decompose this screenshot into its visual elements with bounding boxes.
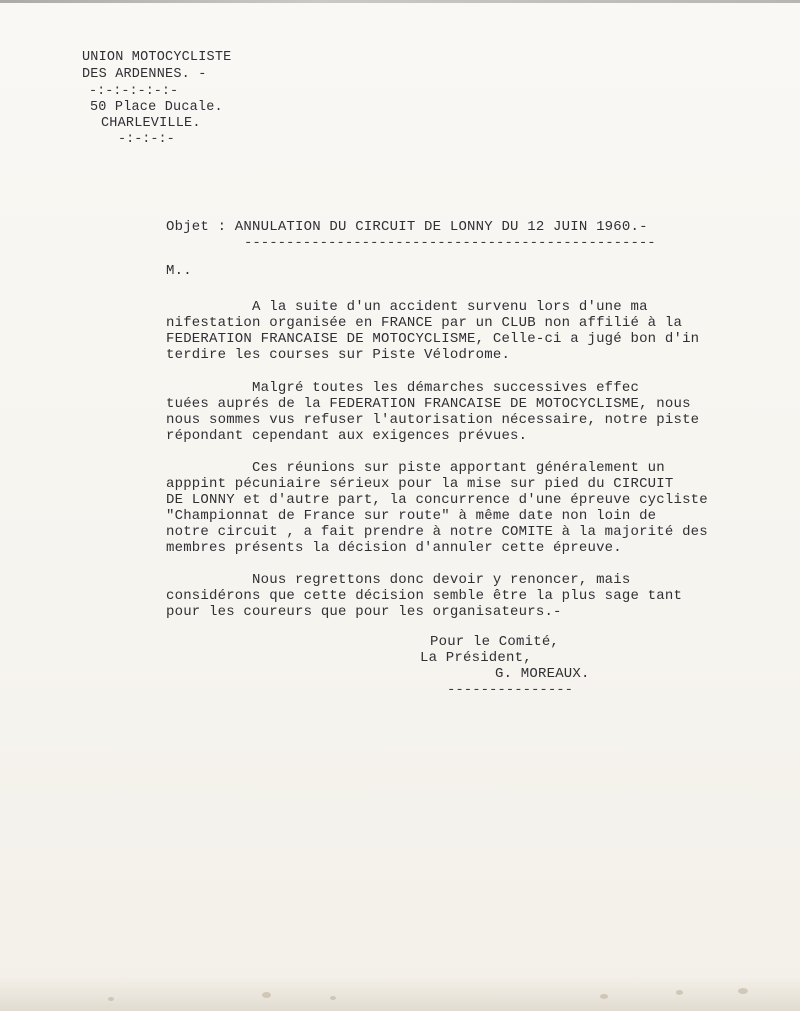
paragraph-line: répondant cependant aux exigences prévues. [166, 428, 528, 444]
paragraph-line: terdire les courses sur Piste Vélodrome. [166, 347, 511, 363]
paper-stain [262, 992, 271, 998]
subject-line: Objet : ANNULATION DU CIRCUIT DE LONNY DU 12 JUIN 1960.- [166, 219, 648, 235]
sender-separator-short: -:-:-:- [118, 132, 175, 147]
paper-stain [600, 994, 608, 999]
sender-city: CHARLEVILLE. [101, 116, 201, 131]
paragraph-line: FEDERATION FRANCAISE DE MOTOCYCLISME, Celle-ci a jugé bon d'in [166, 331, 700, 347]
signature-underline: --------------- [447, 682, 574, 698]
salutation: M.. [166, 263, 192, 279]
paragraph-line: "Championnat de France sur route" à même date non loin de [166, 508, 657, 524]
paper-stain [676, 990, 683, 995]
paragraph-line: nifestation organisée en FRANCE par un CLUB non affilié à la [166, 315, 683, 331]
paragraph-line: tuées auprés de la FEDERATION FRANCAISE DE MOTOCYCLISME, nous [166, 396, 691, 412]
paper-stain [330, 996, 336, 1000]
paragraph-line: Nous regrettons donc devoir y renoncer, mais [166, 572, 631, 588]
sender-address: 50 Place Ducale. [90, 100, 223, 115]
paper-stain [108, 997, 114, 1001]
page-edge [0, 0, 800, 3]
closing-title: La Président, [420, 650, 532, 666]
paragraph-line: pour les coureurs que pour les organisateurs.- [166, 604, 562, 620]
paragraph-line: DE LONNY et d'autre part, la concurrence d'une épreuve cycliste [166, 492, 708, 508]
paragraph-line: notre circuit , a fait prendre à notre COMITE à la majorité des [166, 524, 708, 540]
subject-underline: ------------------------------------------------- [244, 235, 656, 251]
paragraph-line: Ces réunions sur piste apportant généralement un [166, 460, 665, 476]
signatory-name: G. MOREAUX. [495, 666, 590, 682]
closing-line: Pour le Comité, [430, 634, 560, 650]
paragraph-line: membres présents la décision d'annuler cette épreuve. [166, 540, 622, 556]
sender-separator: -:-:-:-:-:- [89, 84, 179, 99]
paragraph-line: considérons que cette décision semble être la plus sage tant [166, 588, 683, 604]
sender-name-line2: DES ARDENNES. - [82, 67, 207, 82]
paragraph-line: nous sommes vus refuser l'autorisation nécessaire, notre piste [166, 412, 700, 428]
paper-stain [738, 988, 748, 994]
sender-name-line1: UNION MOTOCYCLISTE [82, 50, 232, 65]
paragraph-line: A la suite d'un accident survenu lors d'une ma [166, 299, 648, 315]
paragraph-line: Malgré toutes les démarches successives effec [166, 380, 640, 396]
paragraph-line: apppint pécuniaire sérieux pour la mise sur pied du CIRCUIT [166, 476, 674, 492]
